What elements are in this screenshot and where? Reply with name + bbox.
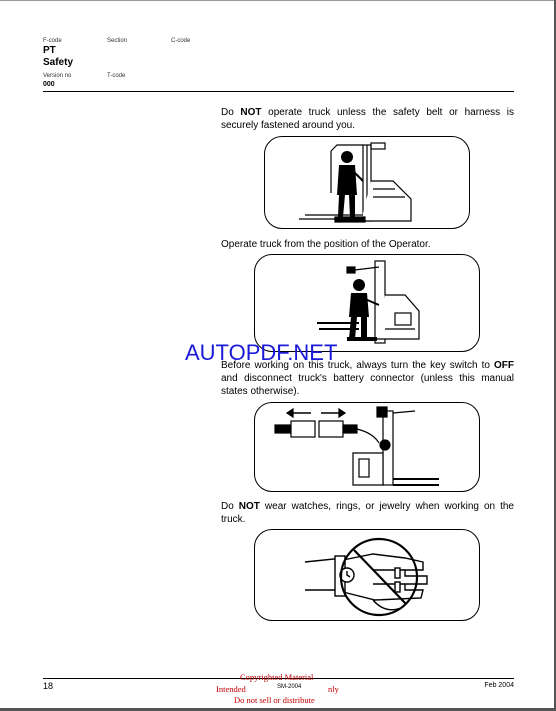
page-top-border	[0, 0, 556, 1]
copyright-distribution: Do not sell or distribute	[234, 695, 315, 705]
product-code: PT	[43, 45, 56, 56]
section-title: Safety	[43, 57, 74, 68]
tcode-label: T-code	[107, 73, 126, 79]
paragraph-operator-position: Operate truck from the position of the Operator.	[221, 239, 431, 250]
header-rule	[43, 91, 514, 92]
copyright-intended: Intended	[216, 684, 246, 694]
version-label: Version no	[43, 73, 72, 79]
version-value: 000	[43, 81, 55, 88]
paragraph-battery-disconnect: Before working on this truck, always turn the key switch to OFF and disconnect truck's battery connector (unless this manual states otherwise).	[221, 360, 514, 397]
disconnect-battery-connector-icon	[254, 402, 480, 492]
section-label: Section	[107, 38, 128, 44]
page-number: 18	[43, 681, 54, 691]
operator-with-harness-icon	[264, 136, 470, 229]
copyright-only: nly	[328, 684, 339, 694]
copyright-notice: Copyrighted Material	[240, 672, 314, 682]
watermark-text: AUTOPDF.NET	[185, 340, 338, 365]
fcode-label: F-code	[43, 38, 62, 44]
footer-date: Feb 2004	[484, 682, 514, 689]
no-jewelry-prohibition-icon	[254, 529, 480, 621]
footer-code: SM-2004	[277, 684, 302, 690]
paragraph-safety-belt: Do NOT operate truck unless the safety belt or harness is securely fastened around you.	[221, 107, 514, 131]
ccode-label: C-code	[171, 38, 191, 44]
paragraph-no-jewelry: Do NOT wear watches, rings, or jewelry when working on the truck.	[221, 501, 514, 525]
operator-standing-on-truck-icon	[254, 254, 480, 352]
